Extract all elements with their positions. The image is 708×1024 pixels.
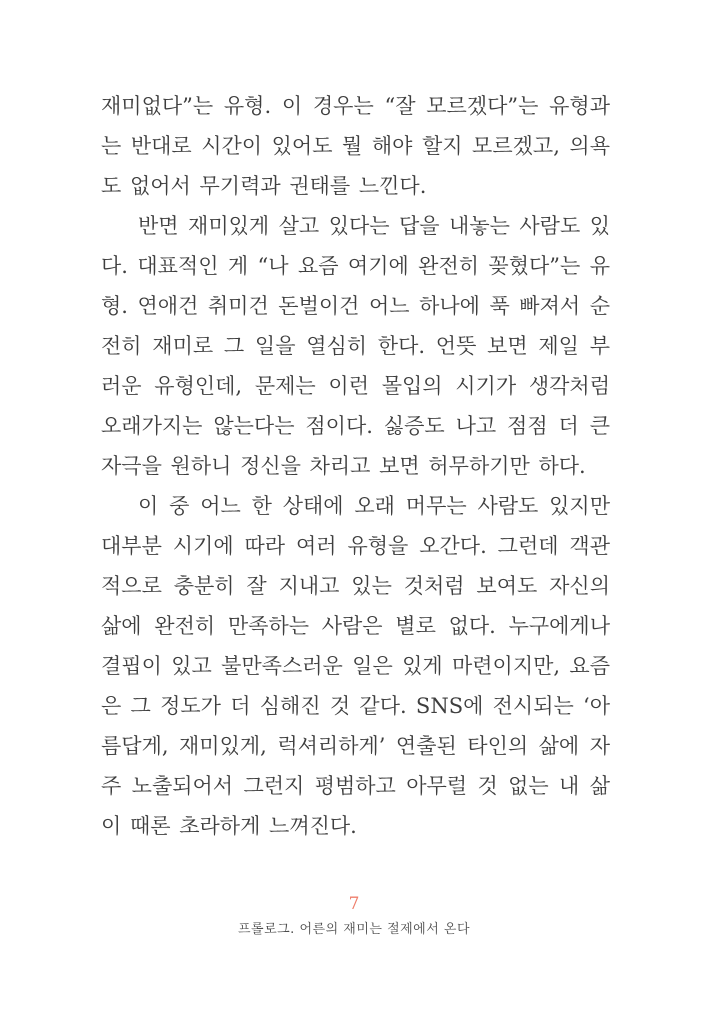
body-paragraph-3: 이 중 어느 한 상태에 오래 머무는 사람도 있지만 대부분 시기에 따라 여러 유형을 오간다. 그런데 객관적으로 충분히 잘 지내고 있는 것처럼 보여도 자신의 삶에 완전히 만족하는 사람은 별로 없다. 누구에게나 결핍이 있고 불만족스러운 일은 있게 마련이지만, 요즘은 그 정도가 더 심해진 것 같다. SNS에 전시되는 ‘아름답게, 재미있게, 럭셔리하게’ 연출된 타인의 삶에 자주 노출되어서 그런지 평범하고 아무럴 것 없는 내 삶이 때론 초라하게 느껴진다.: [101, 494, 610, 838]
body-paragraph-1: 재미없다”는 유형. 이 경우는 “잘 모르겠다”는 유형과는 반대로 시간이 있어도 뭘 해야 할지 모르겠고, 의욕도 없어서 무기력과 권태를 느낀다.: [101, 94, 610, 198]
body-text: [101, 86, 610, 846]
page-footer: [0, 893, 708, 938]
page-number: 7: [348, 894, 360, 914]
footer-caption: 프롤로그. 어른의 재미는 절제에서 온다: [237, 922, 471, 937]
body-paragraph-2: 반면 재미있게 살고 있다는 답을 내놓는 사람도 있다. 대표적인 게 “나 요즘 여기에 완전히 꽂혔다”는 유형. 연애건 취미건 돈벌이건 어느 하나에 푹 빠져서 순전히 재미로 그 일을 열심히 한다. 언뜻 보면 제일 부러운 유형인데, 문제는 이런 몰입의 시기가 생각처럼 오래가지는 않는다는 점이다. 싫증도 나고 점점 더 큰 자극을 원하니 정신을 차리고 보면 허무하기만 하다.: [101, 214, 610, 478]
